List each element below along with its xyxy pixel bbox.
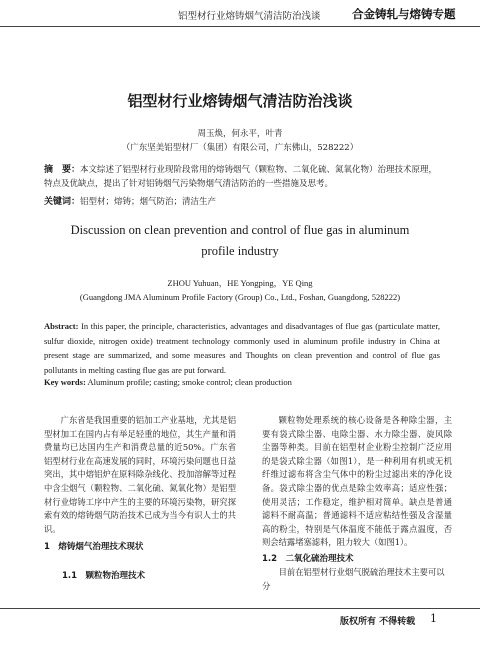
header-divider [0, 26, 480, 27]
keywords-chinese [44, 194, 444, 207]
abstract-label-cn: 摘 要： [44, 165, 81, 175]
affiliation-chinese: （广东坚美铝型材厂（集团）有限公司，广东佛山，528222） [121, 143, 359, 153]
authors-chinese: 周玉焕，何永平，叶青 [197, 129, 283, 139]
abstract-chinese [44, 163, 444, 191]
copyright-notice: 版权所有 不得转载 [340, 617, 416, 627]
affiliation-english: (Guangdong JMA Aluminum Profile Factory (Group) Co., Ltd., Foshan, Guangdong, 528222) [79, 292, 401, 302]
abstract-text-en: In this paper, the principle, characteristics, advantages and disadvantages of flue gas (particulate matter, sulfur dioxide, nitrogen oxide) treatment technology commonly used in aluminum profile industry in China at present stage are summarized, and some measures and Thoughts on clean prevention and control of flue gas pollutants in melting casting flue gas are put forward. [44, 321, 440, 375]
keywords-label-cn: 关键词： [44, 197, 81, 207]
title-english: Discussion on clean prevention and control of flue gas in aluminum profile industry [70, 223, 410, 258]
keywords-label-en: Key words: [44, 377, 86, 387]
running-title: 铝型材行业熔铸烟气清洁防治浅谈 [178, 11, 321, 22]
abstract-english [44, 319, 440, 377]
abstract-text-cn: 本文综述了铝型材行业现阶段常用的熔铸烟气（颗粒物、二氧化硫、氮氧化物）治理技术原理，特点及优缺点，提出了针对铝铸烟气污染物烟气清洁防治的一些措施及思考。 [44, 165, 438, 189]
page-number: 1 [430, 612, 437, 625]
section-heading-1-2: 1.2 二氧化硫治理技术 [262, 554, 354, 564]
section-name: 合金铸轧与熔铸专题 [352, 7, 456, 21]
body-right-paragraph: 颗粒物处理系统的核心设备是各种除尘器，主要有袋式除尘器、电除尘器、水力除尘器、旋风除尘器等种类。目前在铝型材企业粉尘控制广泛应用的是袋式除尘器（如图1），是一种利用有机或无机纤维过滤布将含尘气体中的粉尘过滤出来的净化设备。袋式除尘器的优点是除尘效率高；适应性强；使用灵活；工作稳定，维护相对简单。缺点是普通滤料不耐高温；普通滤料不适应粘结性强及含湿量高的粉尘，特别是气体温度不能低于露点温度，否则会结露堵塞滤料，阻力较大（如图1）。 [262, 415, 452, 548]
body-right-last-line: 目前在铝型材行业烟气脱硫治理技术主要可以分 [262, 567, 445, 591]
authors-english: ZHOU Yuhuan，HE Yongping，YE Qing [167, 278, 313, 288]
section-heading-1-1: 1.1 颗粒物治理技术 [62, 571, 146, 581]
body-left-paragraph: 广东省是我国重要的铝加工产业基地，尤其是铝型材加工在国内占有举足轻重的地位，其生产量和消费量均已达国内生产和消费总量的近50%。广东省铝型材行业在高速发展的同时，环境污染问题也日益突出，其中熔铝炉在原料除杂线化、投加溶解等过程中含尘烟气（颗粒物、二氧化硫、氮氧化物）是铝型材行业熔铸工序中产生的主要的环境污染物，研究探索有效的熔铸烟气防治技术已成为当今有识人士的共识。 [44, 415, 236, 534]
keywords-text-en: Aluminum profile; casting; smoke control; clean production [87, 377, 292, 387]
title-chinese: 铝型材行业熔铸烟气清洁防治浅谈 [127, 92, 353, 110]
section-heading-1: 1 熔铸烟气治理技术现状 [44, 542, 144, 552]
keywords-english [44, 377, 440, 387]
footer-divider [0, 608, 480, 609]
keywords-text-cn: 铝型材；熔铸；烟气防治；清洁生产 [80, 197, 217, 207]
abstract-label-en: Abstract: [44, 321, 79, 331]
